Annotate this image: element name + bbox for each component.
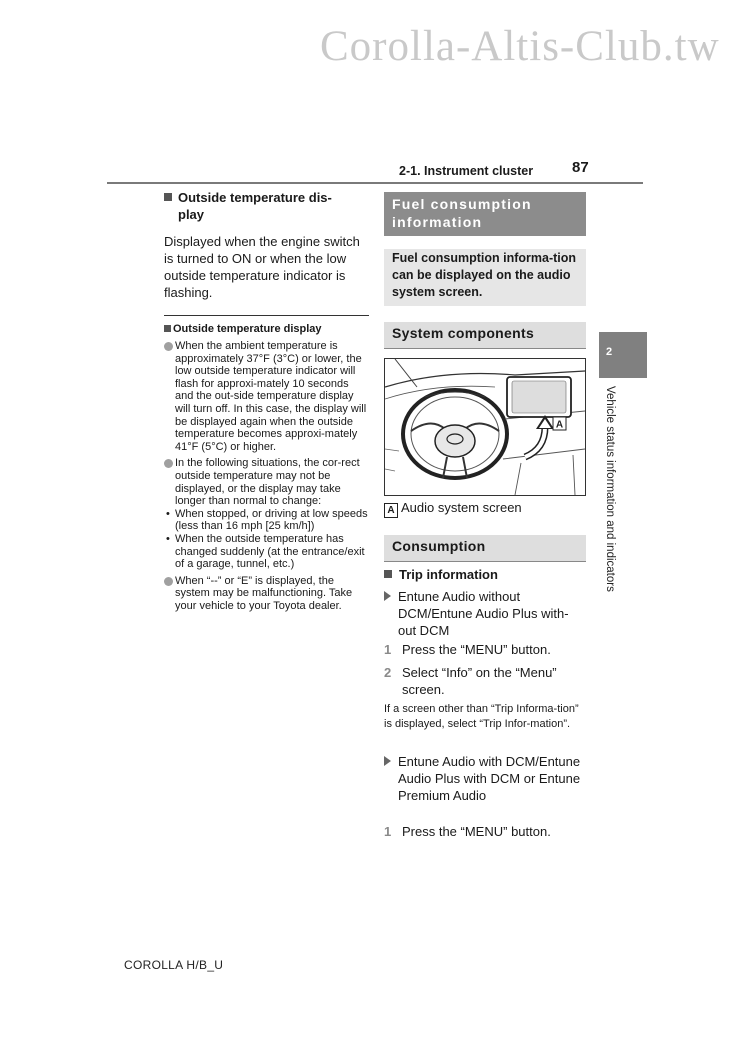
left-column: [164, 189, 369, 612]
note-sub-item: • When the outside temperature has changed suddenly (at the entrance/exit of a garage, tunnel, etc.): [166, 532, 365, 571]
square-bullet-icon: [164, 193, 172, 201]
dashboard-drawing: [385, 359, 585, 495]
dashboard-illustration: [384, 358, 586, 496]
trip-info-note: If a screen other than “Trip Informa-tion” is displayed, select “Trip Infor-mation”.: [384, 703, 579, 730]
chapter-number: 2: [606, 346, 613, 358]
consumption-heading: Consumption: [384, 535, 586, 562]
fuel-consumption-band: Fuel consumption information: [384, 192, 586, 236]
round-bullet-icon: [164, 342, 173, 351]
note-item: In the following situations, the cor-rect outside temperature may not be displayed, or the display may take longer than normal to change:: [164, 457, 369, 507]
step-number: 2: [384, 665, 392, 680]
step-number: 1: [384, 642, 392, 657]
trip-info-heading: Trip information: [384, 566, 586, 583]
bullet-icon: •: [166, 532, 170, 545]
system-components-heading: System components: [384, 322, 586, 349]
watermark: Corolla-Altis-Club.tw: [320, 23, 720, 70]
variant-without-dcm: Entune Audio without DCM/Entune Audio Plus with-out DCM: [384, 588, 586, 639]
caption-letter-box: A: [384, 503, 398, 518]
figure-label-a: A: [555, 419, 564, 431]
chapter-tab: [599, 332, 647, 378]
variant-with-dcm: Entune Audio with DCM/Entune Audio Plus with DCM or Entune Premium Audio: [384, 753, 586, 804]
triangle-bullet-icon: [384, 591, 391, 601]
square-bullet-icon: [164, 325, 171, 332]
note-item: When the ambient temperature is approximately 37°F (3°C) or lower, the low outside temperature indicator will flash for approxi-mately 10 seconds and the out-side temperature display will turn off. In this case, the display will be displayed again when the outside temperature becomes approxi-mately 41°F (5°C) or higher.: [164, 340, 369, 453]
outside-temp-paragraph: Displayed when the engine switch is turned to ON or when the low outside temperature indicator is flashing.: [164, 234, 360, 300]
step-item: 2 Select “Info” on the “Menu” screen.: [384, 665, 557, 697]
bullet-icon: •: [166, 507, 170, 520]
triangle-bullet-icon: [384, 756, 391, 766]
section-title: 2-1. Instrument cluster: [399, 164, 534, 178]
step-number: 1: [384, 824, 392, 839]
step-item: 1 Press the “MENU” button.: [384, 824, 551, 839]
round-bullet-icon: [164, 577, 173, 586]
note-sub-item: • When stopped, or driving at low speeds (less than 16 mph [25 km/h]): [166, 507, 368, 533]
figure-caption: A Audio system screen: [384, 500, 522, 518]
note-divider: [164, 315, 369, 316]
page-number: 87: [572, 159, 589, 176]
intro-band: Fuel consumption informa-tion can be displayed on the audio system screen.: [384, 249, 586, 306]
note-item: When “--” or “E” is displayed, the system may be malfunctioning. Take your vehicle to your Toyota dealer.: [164, 575, 369, 613]
round-bullet-icon: [164, 459, 173, 468]
square-bullet-icon: [384, 570, 392, 578]
page-header: [0, 158, 750, 188]
step-item: 1 Press the “MENU” button.: [384, 642, 551, 657]
outside-temp-heading: Outside temperature dis- play: [164, 189, 369, 223]
note-heading: Outside temperature display: [164, 322, 369, 336]
header-rule: [107, 182, 643, 184]
footer-model: COROLLA H/B_U: [124, 958, 224, 972]
chapter-label: Vehicle status information and indicators: [604, 386, 616, 592]
